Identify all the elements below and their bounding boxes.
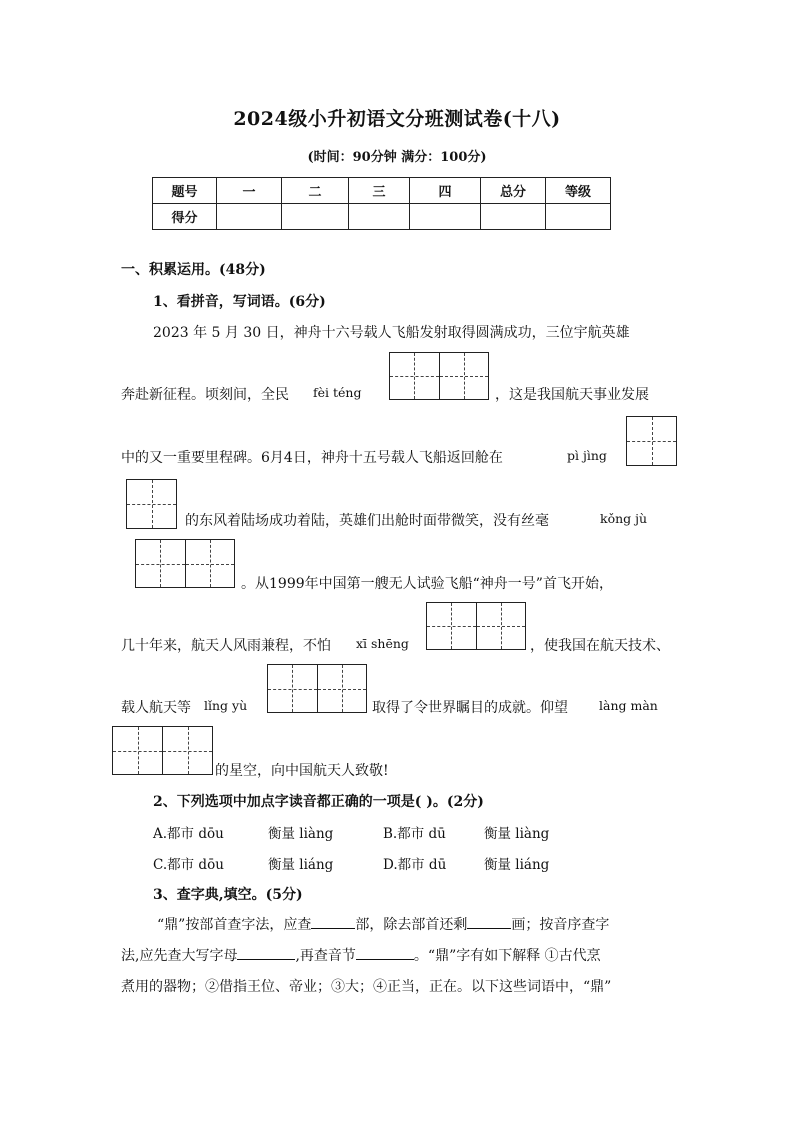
score-table — [152, 177, 611, 230]
table-cell: 等级 — [546, 178, 611, 204]
passage-line: 的东风着陆场成功着陆，英雄们出舱时面带微笑，没有丝毫 — [185, 513, 549, 529]
pinyin-prompt: fèi téng — [313, 385, 362, 400]
question-heading: 2、下列选项中加点字读音都正确的一项是( )。(2分) — [153, 794, 484, 810]
text-segment: ,再查音节 — [295, 948, 356, 964]
option-d[interactable]: D.都市 dū — [383, 857, 447, 873]
pinyin-prompt: xī shēng — [356, 636, 409, 651]
option-b[interactable]: B.都市 dū — [383, 826, 446, 842]
passage-line: 中的又一重要里程碑。6月4日，神舟十五号载人飞船返回舱在 — [121, 450, 503, 466]
text-segment: 。“鼎”字有如下解释 ①古代烹 — [413, 948, 601, 964]
question-line: 煮用的器物；②借指王位、帝业；③大；④正当，正在。以下这些词语中，“鼎” — [121, 979, 612, 995]
question-line — [157, 914, 609, 934]
table-cell: 一 — [217, 178, 282, 204]
score-input-cell[interactable] — [546, 204, 611, 230]
answer-grid[interactable] — [626, 416, 677, 466]
table-cell: 三 — [349, 178, 410, 204]
pinyin-prompt: kǒng jù — [600, 511, 648, 526]
text-segment: “鼎”按部首查字法，应查 — [157, 917, 312, 933]
text-segment: 部，除去部首还剩 — [355, 917, 468, 933]
option-c-word: 衡量 liáng — [268, 857, 334, 873]
passage-line: 的星空，向中国航天人致敬! — [215, 763, 389, 779]
passage-line: 几十年来，航天人风雨兼程，不怕 — [121, 638, 331, 654]
score-input-cell[interactable] — [481, 204, 546, 230]
passage-line: 。从1999年中国第一艘无人试验飞船“神舟一号”首飞开始， — [241, 576, 613, 592]
table-cell: 四 — [410, 178, 481, 204]
exam-info: (时间：90分钟 满分：100分) — [307, 150, 487, 165]
table-cell: 总分 — [481, 178, 546, 204]
table-row — [153, 178, 611, 204]
option-b-word: 衡量 liàng — [484, 826, 550, 842]
option-a[interactable]: A.都市 dōu — [153, 826, 224, 842]
fill-blank[interactable] — [356, 945, 414, 960]
option-d-word: 衡量 liáng — [484, 857, 550, 873]
table-cell: 二 — [282, 178, 349, 204]
answer-grid[interactable] — [135, 539, 235, 588]
score-input-cell[interactable] — [282, 204, 349, 230]
text-segment: 法,应先查大写字母 — [121, 948, 238, 964]
page-title: 2024级小升初语文分班测试卷(十八) — [233, 108, 561, 130]
table-cell: 题号 — [153, 178, 217, 204]
passage-line: ，使我国在航天技术、 — [530, 638, 670, 654]
answer-grid[interactable] — [126, 479, 177, 529]
score-input-cell[interactable] — [217, 204, 282, 230]
fill-blank[interactable] — [467, 914, 511, 929]
pinyin-prompt: làng màn — [599, 698, 658, 713]
answer-grid[interactable] — [112, 726, 213, 775]
score-input-cell[interactable] — [349, 204, 410, 230]
passage-line: 载人航天等 — [121, 700, 191, 716]
question-heading: 3、查字典,填空。(5分) — [153, 887, 303, 903]
answer-grid[interactable] — [426, 602, 526, 650]
passage-line: ，这是我国航天事业发展 — [495, 387, 649, 403]
question-line — [121, 945, 601, 965]
table-cell: 得分 — [153, 204, 217, 230]
answer-grid[interactable] — [267, 664, 367, 713]
fill-blank[interactable] — [237, 945, 295, 960]
score-input-cell[interactable] — [410, 204, 481, 230]
pinyin-prompt: pì jìng — [567, 448, 607, 463]
passage-line: 奔赴新征程。顷刻间，全民 — [121, 387, 289, 403]
section-heading: 一、积累运用。(48分) — [121, 262, 266, 278]
answer-grid[interactable] — [389, 352, 489, 400]
table-row — [153, 204, 611, 230]
text-segment: 画；按音序查字 — [511, 917, 610, 933]
question-heading: 1、看拼音，写词语。(6分) — [153, 294, 326, 310]
fill-blank[interactable] — [311, 914, 355, 929]
passage-line: 取得了令世界瞩目的成就。仰望 — [372, 700, 568, 716]
passage-line: 2023 年 5 月 30 日，神舟十六号载人飞船发射取得圆满成功，三位宇航英雄 — [153, 325, 630, 341]
option-c[interactable]: C.都市 dōu — [153, 857, 224, 873]
option-a-word: 衡量 liàng — [268, 826, 334, 842]
pinyin-prompt: lǐng yù — [204, 698, 248, 713]
